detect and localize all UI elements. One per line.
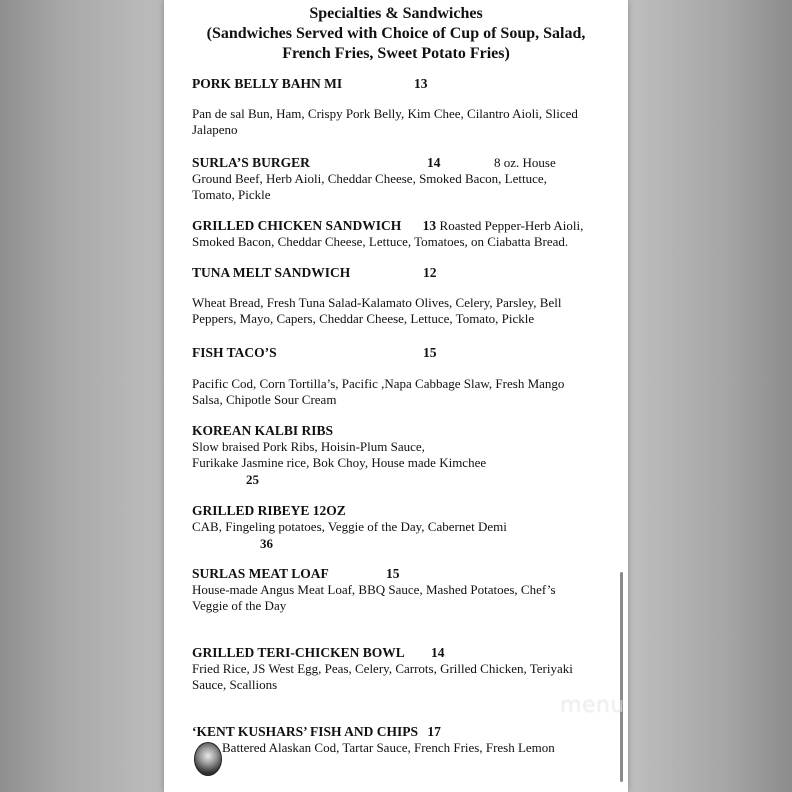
item-description-line-1: Slow braised Pork Ribs, Hoisin-Plum Sauce, <box>192 439 425 454</box>
item-description-line-1: Wheat Bread, Fresh Tuna Salad-Kalamato Olives, Celery, Parsley, Bell <box>192 295 562 310</box>
item-description-line-1: Ground Beef, Herb Aioli, Cheddar Cheese, Smoked Bacon, Lettuce, <box>192 171 547 186</box>
scrollbar[interactable] <box>620 572 623 782</box>
item-name: ‘KENT KUSHARS’ FISH AND CHIPS <box>192 724 419 739</box>
item-price: 25 <box>246 472 259 487</box>
item-description-line-1: Fried Rice, JS West Egg, Peas, Celery, Carrots, Grilled Chicken, Teriyaki <box>192 661 573 676</box>
item-description-line-1: CAB, Fingeling potatoes, Veggie of the Day, Cabernet Demi <box>192 519 507 534</box>
item-description-line-2: Salsa, Chipotle Sour Cream <box>192 392 337 407</box>
menu-item-surlas-burger <box>192 154 612 203</box>
item-name: SURLA’S BURGER <box>192 155 310 170</box>
item-name: GRILLED CHICKEN SANDWICH <box>192 218 402 233</box>
menu-item-tuna-melt-sandwich <box>192 264 612 327</box>
menu-item-fish-tacos <box>192 344 612 408</box>
item-name: KOREAN KALBI RIBS <box>192 423 334 438</box>
item-price: 15 <box>386 566 400 581</box>
item-description-line-1: Battered Alaskan Cod, Tartar Sauce, French Fries, Fresh Lemon <box>222 740 555 755</box>
menu-header <box>164 4 628 64</box>
item-price: 17 <box>427 724 441 739</box>
item-price: 12 <box>423 265 437 280</box>
item-description-line-1: Smoked Bacon, Cheddar Cheese, Lettuce, Tomatoes, on Ciabatta Bread. <box>192 234 569 249</box>
item-description-line-2: Furikake Jasmine rice, Bok Choy, House made Kimchee <box>192 455 487 470</box>
item-description-line-2: Jalapeno <box>192 122 238 137</box>
item-description-line-1: Pan de sal Bun, Ham, Crispy Pork Belly, Kim Chee, Cilantro Aioli, Sliced <box>192 106 578 121</box>
item-description-line-1: Pacific Cod, Corn Tortilla’s, Pacific ,Napa Cabbage Slaw, Fresh Mango <box>192 376 565 391</box>
item-name: SURLAS MEAT LOAF <box>192 566 329 581</box>
item-price: 14 <box>427 155 441 170</box>
item-price: 13 <box>422 218 437 233</box>
item-description-line-2: Sauce, Scallions <box>192 677 278 692</box>
item-description-inline: 8 oz. House <box>494 155 556 170</box>
item-price: 13 <box>414 76 428 91</box>
item-price: 15 <box>423 345 437 360</box>
item-name: PORK BELLY BAHN MI <box>192 76 343 91</box>
item-name: FISH TACO’S <box>192 345 277 360</box>
menu-site-watermark: menu <box>560 693 625 718</box>
item-description-line-2: Tomato, Pickle <box>192 187 271 202</box>
item-name: GRILLED TERI-CHICKEN BOWL <box>192 645 405 660</box>
menu-item-fish-and-chips <box>192 723 612 756</box>
item-description-line-1: House-made Angus Meat Loaf, BBQ Sauce, Mashed Potatoes, Chef’s <box>192 582 556 597</box>
item-name: GRILLED RIBEYE 12OZ <box>192 503 346 518</box>
menu-item-pork-belly-bahn-mi <box>192 75 612 138</box>
menu-item-grilled-ribeye <box>192 502 612 552</box>
chef-portrait-photo <box>194 742 222 776</box>
item-description-inline: Roasted Pepper-Herb Aioli, <box>439 218 584 233</box>
menu-item-grilled-teri-chicken-bowl <box>192 644 612 693</box>
item-description-line-2: Peppers, Mayo, Capers, Cheddar Cheese, Lettuce, Tomato, Pickle <box>192 311 535 326</box>
section-subtitle-line-1: (Sandwiches Served with Choice of Cup of Soup, Salad, <box>206 25 586 42</box>
item-price: 36 <box>260 536 273 551</box>
menu-item-grilled-chicken-sandwich <box>192 217 612 250</box>
item-name: TUNA MELT SANDWICH <box>192 265 351 280</box>
section-title: Specialties & Sandwiches <box>309 5 483 22</box>
item-price: 14 <box>431 645 445 660</box>
section-subtitle-line-2: French Fries, Sweet Potato Fries) <box>282 45 510 62</box>
menu-page <box>164 0 628 792</box>
item-description-line-2: Veggie of the Day <box>192 598 287 613</box>
menu-item-korean-kalbi-ribs <box>192 422 612 488</box>
menu-item-surlas-meat-loaf <box>192 565 612 614</box>
